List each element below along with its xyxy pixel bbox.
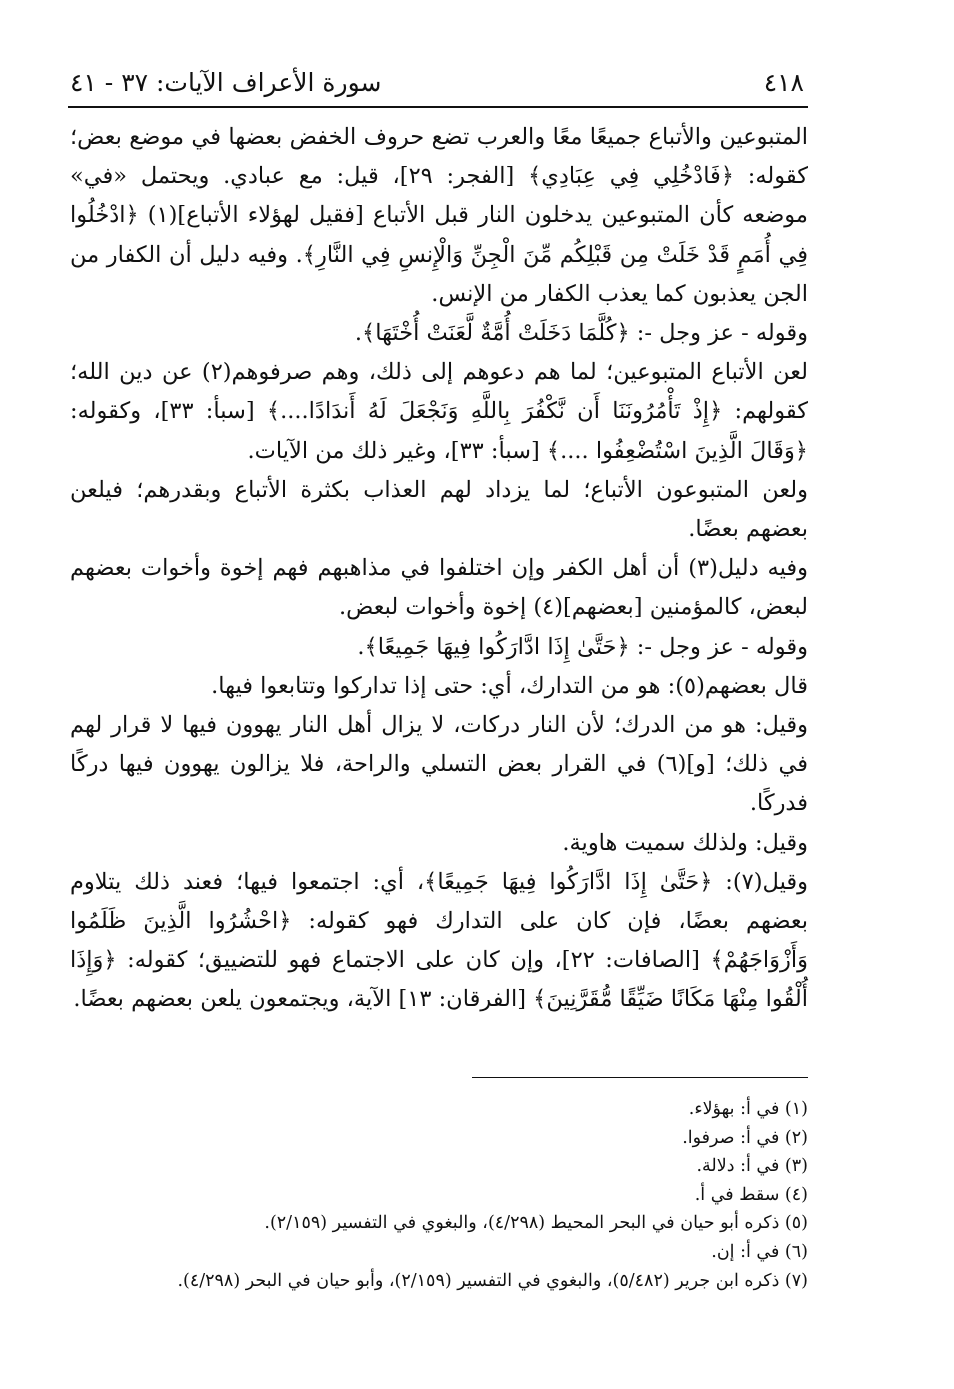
footnote: (٣) في أ: دلالة. xyxy=(696,1156,808,1177)
paragraph: ولعن المتبوعون الأتباع؛ لما يزداد لهم العذاب بكثرة الأتباع وبقدرهم؛ فيلعن بعضهم بعضًا. xyxy=(70,476,808,543)
paragraph: وقيل: ولذلك سميت هاوية. xyxy=(562,829,808,856)
footnote: (٧) ذكره ابن جرير (٥/٤٨٢)، والبغوي في التفسير (٢/١٥٩)، وأبو حيان في البحر (٤/٢٩٨). xyxy=(177,1270,808,1291)
footnote-rule xyxy=(472,1077,808,1078)
paragraph: وقوله - عز وجل -: ﴿حَتَّىٰ إِذَا ادَّارَكُوا فِيهَا جَمِيعًا﴾. xyxy=(357,633,808,660)
paragraph: المتبوعين والأتباع جميعًا معًا والعرب تضع حروف الخفض بعضها في موضع بعض؛ كقوله: ﴿فَادْخُلِي فِي عِبَادِي﴾ [الفجر: ٢٩]، قيل: مع عبادي. ويحتمل «في» موضعه كأن المتبوعين يدخلون النار قبل الأتباع [فقيل لهؤلاء الأتباع](١) ﴿ادْخُلُوا فِي أُمَمٍ قَدْ خَلَتْ مِن قَبْلِكُم مِّنَ الْجِنِّ وَالْإِنسِ فِي النَّارِ﴾. وفيه دليل أن الكفار من الجن يعذبون كما يعذب الكفار من الإنس. xyxy=(70,124,808,307)
running-header xyxy=(70,62,804,102)
paragraph: وقوله - عز وجل -: ﴿كُلَّمَا دَخَلَتْ أُمَّةٌ لَّعَنَتْ أُخْتَهَا﴾. xyxy=(354,320,808,347)
paragraph: وقيل(٧): ﴿حَتَّىٰ إِذَا ادَّارَكُوا فِيهَا جَمِيعًا﴾، أي: اجتمعوا فيها؛ فعند ذلك يتلاوم بعضهم بعضًا، فإن كان على التدارك فهو كقوله: ﴿احْشُرُوا الَّذِينَ ظَلَمُوا وَأَزْوَاجَهُمْ﴾ [الصافات: ٢٢]، وإن كان على الاجتماع فهو للتضييق؛ كقوله: ﴿وَإِذَا أُلْقُوا مِنْهَا مَكَانًا ضَيِّقًا مُّقَرَّنِينَ﴾ [الفرقان: ١٣] الآية، ويجتمعون يلعن بعضهم بعضًا. xyxy=(70,868,809,1013)
running-title: سورة الأعراف الآيات: ٣٧ - ٤١ xyxy=(70,67,382,97)
paragraph: قال بعضهم(٥): هو من التدارك، أي: حتى إذا تداركوا وتتابعوا فيها. xyxy=(211,672,808,699)
footnote: (٤) سقط في أ. xyxy=(694,1184,808,1205)
footnote: (٦) في أ: إن. xyxy=(711,1241,808,1262)
footnote: (٥) ذكره أبو حيان في البحر المحيط (٤/٢٩٨)، والبغوي في التفسير (٢/١٥٩). xyxy=(264,1213,808,1234)
header-rule xyxy=(68,106,808,108)
footnote: (٢) في أ: صرفوا. xyxy=(682,1127,808,1148)
footnote: (١) في أ: بهؤلاء. xyxy=(688,1099,808,1119)
footnotes xyxy=(70,1095,808,1295)
paragraph: لعن الأتباع المتبوعين؛ لما هم دعوهم إلى ذلك، وهم صرفوهم(٢) عن دين الله؛ كقولهم: ﴿إِذْ تَأْمُرُونَنَا أَن نَّكْفُرَ بِاللَّهِ وَنَجْعَلَ لَهُ أَندَادًا....﴾ [سبأ: ٣٣]، وكقوله: ﴿وَقَالَ الَّذِينَ اسْتُضْعِفُوا ....﴾ [سبأ: ٣٣]، وغير ذلك من الآيات. xyxy=(70,359,808,464)
paragraph: وقيل: هو من الدرك؛ لأن النار دركات، لا يزال أهل النار يهوون فيها لا قرار لهم في ذلك؛ [و](٦) في القرار بعض التسلي والراحة، فلا يزالون يهوون فيها دركًا فدركًا. xyxy=(70,712,808,817)
paragraph: وفيه دليل(٣) أن أهل الكفر وإن اختلفوا في مذاهبهم فهم إخوة وأخوات بعضهم لبعض، كالمؤمنين [بعضهم](٤) إخوة وأخوات لبعض. xyxy=(70,555,809,621)
main-text xyxy=(70,118,808,1020)
page-number: ٤١٨ xyxy=(763,67,804,97)
